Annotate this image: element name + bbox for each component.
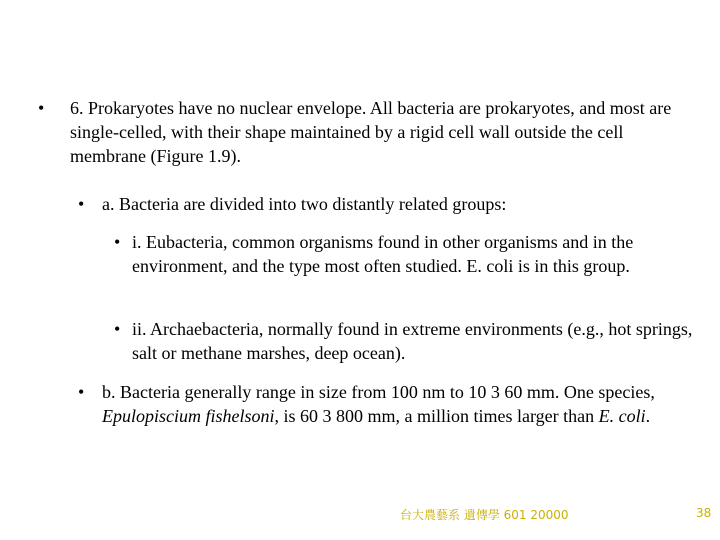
footer-text: 台大農藝系 遺傳學 601 20000 bbox=[400, 508, 569, 522]
bullet-text: a. Bacteria are divided into two distantly related groups: bbox=[102, 194, 507, 214]
size-text-part3: . bbox=[645, 406, 651, 426]
size-text-part1: b. Bacteria generally range in size from 100 nm to 10 3 60 mm. One species, bbox=[102, 382, 655, 402]
ecoli-name: E. coli bbox=[598, 406, 646, 426]
bullet-icon: • bbox=[78, 382, 85, 402]
bullet-text: ii. Archaebacteria, normally found in extreme environments (e.g., hot springs, salt or methane marshes, deep ocean). bbox=[132, 319, 693, 363]
bullet-item-prokaryotes bbox=[38, 96, 678, 168]
bullet-icon: • bbox=[114, 232, 121, 252]
bullet-text: 6. Prokaryotes have no nuclear envelope. All bacteria are prokaryotes, and most are single-celled, with their shape maintained by a rigid cell wall outside the cell membrane (Figure 1.9). bbox=[70, 98, 672, 166]
bullet-item-eubacteria bbox=[114, 230, 694, 278]
bullet-text bbox=[102, 380, 688, 428]
bullet-text: i. Eubacteria, common organisms found in other organisms and in the environment, and the type most often studied. E. coli is in this group. bbox=[132, 232, 634, 276]
bullet-icon: • bbox=[114, 319, 121, 339]
bullet-icon: • bbox=[38, 98, 45, 118]
page-number: 38 bbox=[696, 506, 712, 520]
species-name: Epulopiscium fishelsoni bbox=[102, 406, 275, 426]
bullet-item-bacteria-groups bbox=[78, 192, 688, 216]
bullet-item-archaebacteria bbox=[114, 317, 694, 365]
bullet-item-bacteria-size bbox=[78, 380, 688, 428]
bullet-icon: • bbox=[78, 194, 85, 214]
size-text-part2: , is 60 3 800 mm, a million times larger than bbox=[274, 406, 599, 426]
